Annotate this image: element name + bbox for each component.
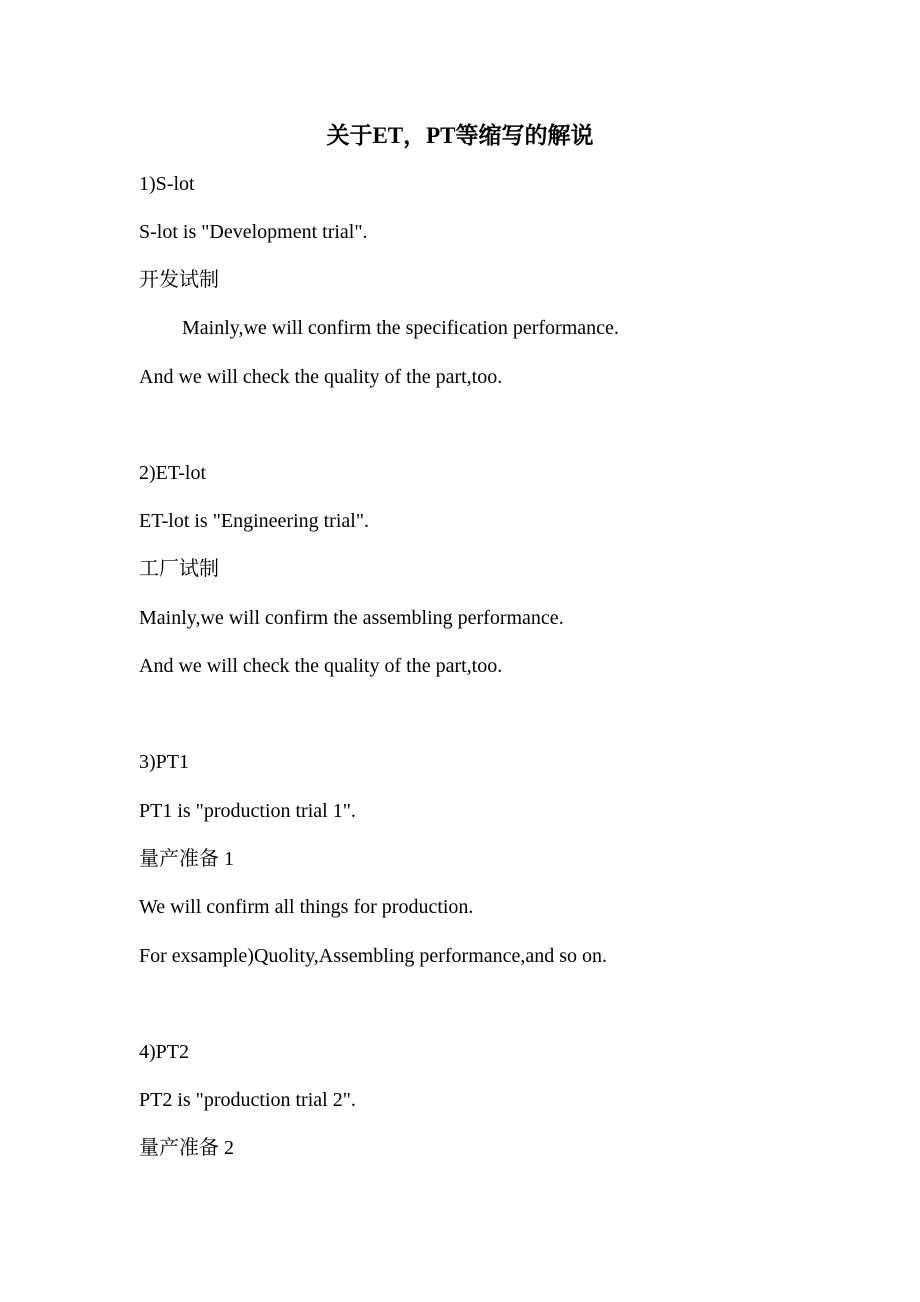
section-definition-pt1: PT1 is "production trial 1". (139, 800, 356, 822)
section-heading-et-lot: 2)ET-lot (139, 462, 207, 484)
page-title: 关于ET，PT等缩写的解说 (326, 123, 594, 148)
section-definition-s-lot: S-lot is "Development trial". (139, 221, 368, 243)
section-line2-pt1: For exsample)Quolity,Assembling performance,and so on. (139, 945, 608, 967)
section-line2-et-lot: And we will check the quality of the part,too. (139, 655, 503, 677)
section-line2-s-lot: And we will check the quality of the part,too. (139, 366, 503, 388)
section-chinese-s-lot: 开发试制 (139, 269, 219, 291)
section-heading-pt2: 4)PT2 (139, 1041, 189, 1063)
section-chinese-et-lot: 工厂试制 (139, 558, 219, 580)
section-definition-et-lot: ET-lot is "Engineering trial". (139, 510, 369, 532)
section-chinese-pt1: 量产准备 1 (139, 848, 234, 870)
section-line1-et-lot: Mainly,we will confirm the assembling performance. (139, 607, 564, 629)
section-chinese-pt2: 量产准备 2 (139, 1137, 234, 1159)
section-heading-pt1: 3)PT1 (139, 751, 189, 773)
section-line1-pt1: We will confirm all things for production. (139, 896, 474, 918)
section-heading-s-lot: 1)S-lot (139, 173, 195, 195)
section-line1-s-lot: Mainly,we will confirm the specification performance. (182, 317, 619, 339)
section-definition-pt2: PT2 is "production trial 2". (139, 1089, 356, 1111)
